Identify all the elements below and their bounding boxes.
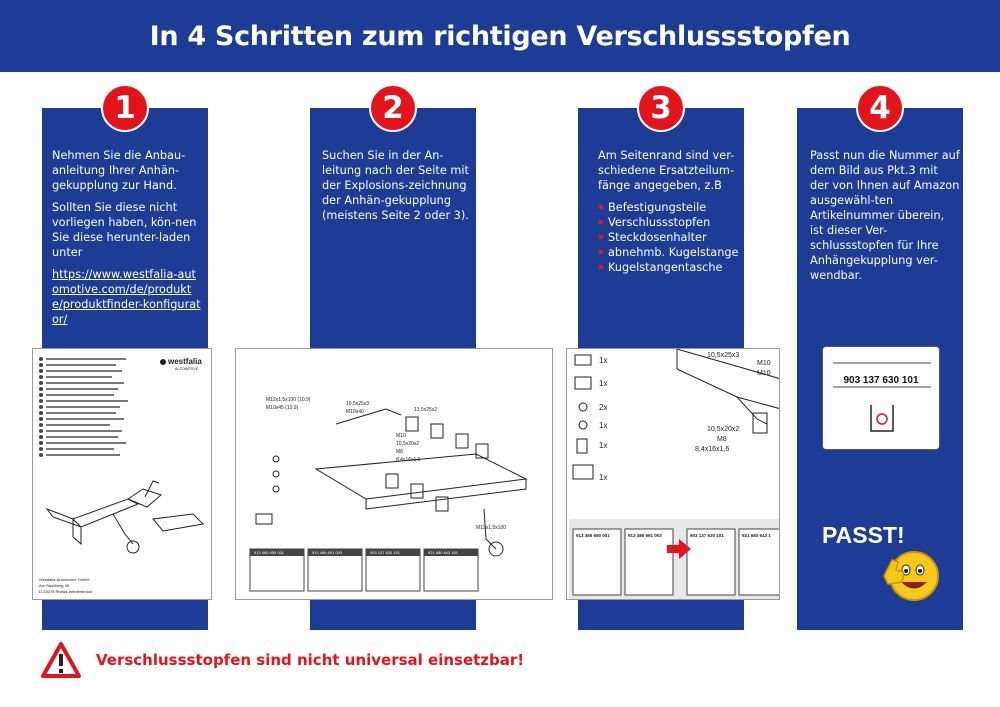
step-3-badge: 3 bbox=[637, 84, 685, 132]
step-3-paragraph: Am Seitenrand sind ver-schiedene Ersatzteilum-fänge angegeben, z.B bbox=[598, 149, 735, 192]
page-header bbox=[0, 0, 1000, 72]
list-item: abnehmb. Kugelstange bbox=[598, 245, 748, 260]
step-4-text bbox=[810, 148, 960, 290]
qty-label: 1x bbox=[599, 473, 608, 482]
part-number: 903 137 630 101 bbox=[370, 550, 401, 555]
qty-label: 1x bbox=[599, 356, 608, 365]
page-title: In 4 Schritten zum richtigen Verschlussstopfen bbox=[149, 20, 851, 52]
exploded-drawing bbox=[236, 349, 553, 600]
part-number: 913 465 650 001 bbox=[576, 533, 610, 538]
part-number: 903 137 630 101 bbox=[690, 533, 724, 538]
part-number: 903 137 630 101 bbox=[843, 375, 919, 386]
ring-icon bbox=[579, 421, 587, 429]
step-1-paragraph: Sollten Sie diese nicht vorliegen haben, kön-nen Sie diese herunter-laden unter bbox=[52, 201, 197, 259]
step-2-badge: 2 bbox=[369, 84, 417, 132]
part-number: 913 486 691 003 bbox=[628, 533, 662, 538]
manual-cover-sheet bbox=[32, 348, 212, 600]
part-number: 921 680 643 1 bbox=[742, 533, 771, 538]
step-1-badge: 1 bbox=[101, 84, 149, 132]
warning-triangle-icon bbox=[40, 641, 82, 679]
westfalia-logo-icon bbox=[160, 359, 166, 365]
drawing-label: M8 bbox=[396, 449, 403, 455]
drawing-label: M10 bbox=[757, 370, 771, 377]
qty-label: 1x bbox=[599, 421, 608, 430]
towbar-sketch bbox=[47, 481, 203, 553]
thumbs-up-smiley-icon bbox=[878, 540, 942, 604]
brand-sub-text: AUTOMOTIVE bbox=[175, 367, 199, 371]
qty-label: 2x bbox=[599, 403, 608, 412]
drawing-label: M12x1,5x100 (10.9) bbox=[266, 397, 311, 403]
drawing-parts bbox=[256, 409, 526, 556]
manual-icon bbox=[575, 355, 591, 365]
footer-line: Am Sandberg 45 bbox=[39, 583, 70, 588]
list-item: Verschlussstopfen bbox=[598, 215, 748, 230]
part-number: 913 465 650 001 bbox=[254, 550, 285, 555]
list-item: Steckdosenhalter bbox=[598, 230, 748, 245]
footer-line: Westfalia-Automotive GmbH bbox=[39, 577, 90, 582]
warning-banner bbox=[40, 640, 524, 680]
box-icon bbox=[573, 465, 593, 479]
step-4-paragraph: Passt nun die Nummer auf dem Bild aus Pkt.3 mit der von Ihnen auf Amazon ausgewähl-ten Artikelnummer überein, ist dieser Ver-schlussstopfen für Ihre Anhängekupplung ver-wendbar. bbox=[810, 149, 960, 282]
warning-text: Verschlussstopfen sind nicht universal einsetzbar! bbox=[96, 651, 525, 669]
qty-label: 1x bbox=[599, 441, 608, 450]
bolt-icon bbox=[579, 403, 587, 411]
drawing-label: 13,5x25x2 bbox=[414, 407, 438, 413]
drawing-label: 10,5x20x2 bbox=[707, 426, 740, 433]
drawing-label: M10x45 (10.9) bbox=[266, 405, 299, 411]
step-3-text bbox=[598, 148, 748, 275]
qty-label: 1x bbox=[599, 379, 608, 388]
plug-drawing bbox=[823, 347, 941, 451]
spare-parts-sheet bbox=[566, 348, 780, 600]
part-label-card bbox=[822, 346, 940, 450]
part-number: 913 466 691 003 bbox=[312, 550, 343, 555]
drawing-label: M12x1,5x100 bbox=[476, 525, 507, 531]
spare-parts-drawing bbox=[567, 349, 780, 600]
list-item: Kugelstangentasche bbox=[598, 260, 748, 275]
list-item: Befestigungsteile bbox=[598, 200, 748, 215]
language-lines bbox=[39, 357, 128, 457]
drawing-label: M10 bbox=[757, 360, 771, 367]
part-number-strip bbox=[250, 549, 478, 591]
drawing-label: M10x40 bbox=[346, 409, 364, 415]
clip-icon bbox=[577, 439, 587, 453]
drawing-label: 8,4x16x1,6 bbox=[396, 457, 421, 463]
westfalia-configurator-link[interactable]: https://www.westfalia-automotive.com/de/produkte/produktfinder-konfigurator/ bbox=[52, 268, 201, 326]
footer-line: D-33378 Rheda-Wiedenbrück bbox=[39, 589, 92, 594]
step-2-paragraph: Suchen Sie in der An-leitung nach der Seite mit der Explosions-zeichnung der Anhän-gekupplung (meistens Seite 2 oder 3). bbox=[322, 149, 469, 222]
spare-parts-list bbox=[598, 200, 748, 275]
drawing-label: 10,5x20x2 bbox=[396, 441, 420, 447]
step-2-text bbox=[322, 148, 472, 230]
drawing-label: M8 bbox=[717, 436, 727, 443]
part-number: 921 680 643 101 bbox=[428, 550, 459, 555]
step-4-badge: 4 bbox=[856, 84, 904, 132]
drawing-label: 10,5x25x3 bbox=[346, 401, 370, 407]
drawing-label: M10 bbox=[396, 433, 406, 439]
brand-text: westfalia bbox=[168, 357, 202, 366]
part-number-strip bbox=[569, 519, 780, 600]
step-1-text bbox=[52, 148, 202, 327]
passt-label: PASST! bbox=[822, 522, 905, 548]
manual-cover-drawing bbox=[33, 349, 212, 600]
drawing-label: 10,5x25x3 bbox=[707, 352, 740, 359]
step-1-paragraph: Nehmen Sie die Anbau-anleitung Ihrer Anhän-gekupplung zur Hand. bbox=[52, 149, 186, 192]
drawing-label: 8,4x16x1,6 bbox=[695, 446, 730, 453]
warning-sticker-icon bbox=[575, 377, 591, 389]
exploded-drawing-sheet bbox=[235, 348, 553, 600]
